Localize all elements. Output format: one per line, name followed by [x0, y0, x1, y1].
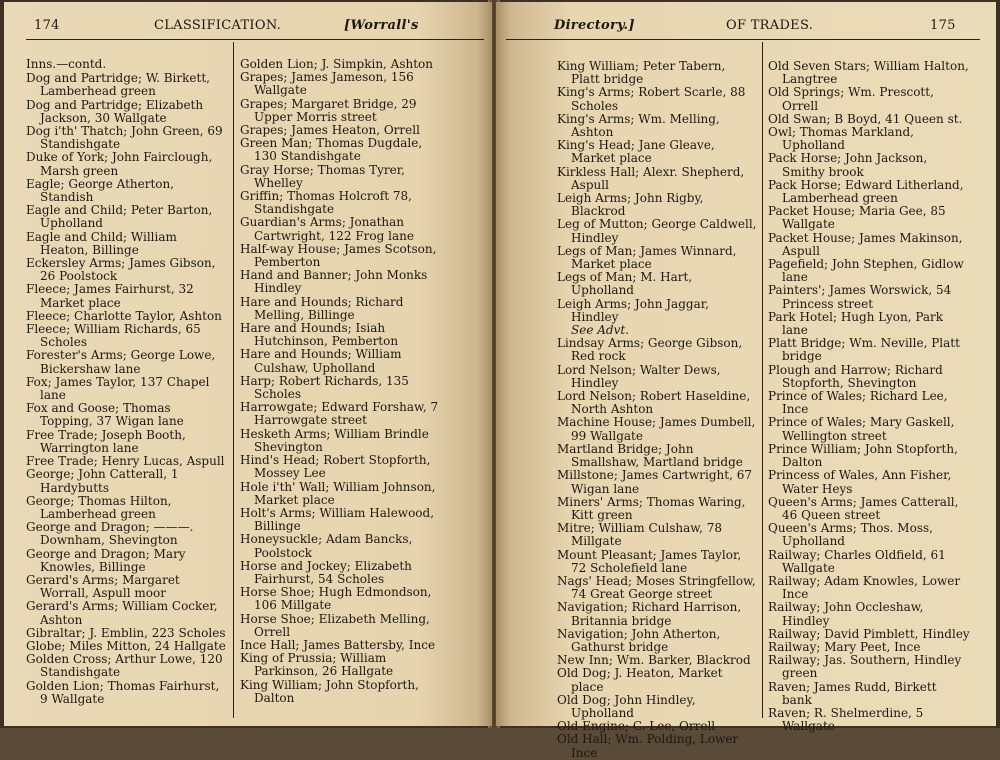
directory-entry: King's Arms; Robert Scarle, 88 Scholes [557, 85, 746, 113]
directory-entry: Grapes; Margaret Bridge, 29 Upper Morris street [240, 96, 417, 124]
directory-entry: Eagle and Child; Peter Barton, Upholland [26, 203, 213, 231]
directory-entry: Painters'; James Worswick, 54 Princess street [768, 283, 952, 311]
directory-entry: Prince William; John Stopforth, Dalton [768, 441, 958, 470]
directory-entry: Machine House; James Dumbell, 99 Wallgate [557, 415, 756, 443]
directory-entry: George and Dragon; Mary Knowles, Billinge [26, 546, 186, 574]
directory-entry: Old Swan; B Boyd, 41 Queen st. [768, 111, 963, 126]
directory-entry: Nags' Head; Moses Stringfellow, 74 Great George street [557, 573, 756, 602]
directory-entry: Forester's Arms; George Lowe, Bickershaw lane [26, 348, 216, 376]
directory-entry: Mitre; William Culshaw, 78 Millgate [557, 521, 722, 549]
directory-entry: Golden Lion; J. Simpkin, Ashton [240, 57, 434, 71]
directory-entry: Golden Cross; Arthur Lowe, 120 Standishgate [26, 652, 223, 680]
left-column-2-entries [240, 58, 448, 705]
right-page-number: 175 [930, 18, 956, 33]
right-running-title-publisher: Directory.] [554, 18, 635, 33]
directory-entry: Prince of Wales; Mary Gaskell, Wellington street [768, 415, 955, 443]
directory-entry: Packet House; Maria Gee, 85 Wallgate [768, 204, 946, 232]
directory-entry: Grapes; James Heaton, Orrell [240, 123, 420, 138]
left-column-divider [233, 42, 234, 718]
directory-entry: Honeysuckle; Adam Bancks, Poolstock [240, 532, 413, 560]
left-header-rule [26, 39, 484, 40]
directory-entry: Queen's Arms; Thos. Moss, Upholland [768, 521, 933, 549]
directory-entry: Dog and Partridge; W. Birkett, Lamberhead green [26, 71, 210, 99]
directory-entry: George and Dragon; ———. Downham, Shevington [26, 520, 194, 548]
directory-entry: Queen's Arms; James Catterall, 46 Queen street [768, 494, 959, 522]
directory-entry: Hole i'th' Wall; William Johnson, Market place [240, 479, 436, 507]
right-column-divider [762, 42, 763, 718]
directory-entry: Gray Horse; Thomas Tyrer, Whelley [240, 162, 405, 190]
directory-entry: King William; Peter Tabern, Platt bridge [557, 59, 726, 87]
directory-entry: Hare and Hounds; Isiah Hutchinson, Pemberton [240, 321, 399, 349]
directory-entry: Leigh Arms; John Rigby, Blackrod [557, 191, 704, 219]
directory-entry: Navigation; John Atherton, Gathurst bridge [557, 626, 721, 654]
directory-entry: Prince of Wales; Richard Lee, Ince [768, 389, 948, 417]
directory-entry: Plough and Harrow; Richard Stopforth, Shevington [768, 362, 943, 390]
directory-entry: George; Thomas Hilton, Lamberhead green [26, 493, 172, 521]
directory-entry: Millstone; James Cartwright, 67 Wigan lane [557, 468, 752, 496]
directory-entry: Eckersley Arms; James Gibson, 26 Poolstock [26, 256, 216, 284]
right-column-2-entries [768, 60, 970, 733]
directory-entry: Eagle and Child; William Heaton, Billinge [26, 229, 177, 257]
directory-entry: Griffin; Thomas Holcroft 78, Standishgate [240, 189, 412, 217]
directory-entry: Grapes; James Jameson, 156 Wallgate [240, 70, 414, 98]
directory-entry: Gerard's Arms; William Cocker, Ashton [26, 599, 218, 627]
right-header-rule [506, 39, 980, 40]
section-heading-inns-contd: Inns.—contd. [26, 57, 107, 71]
directory-entry: King's Head; Jane Gleave, Market place [557, 138, 715, 166]
directory-entry: Dog i'th' Thatch; John Green, 69 Standishgate [26, 124, 223, 152]
directory-entry: Fleece; William Richards, 65 Scholes [26, 322, 201, 350]
directory-entry: Free Trade; Henry Lucas, Aspull [26, 454, 225, 469]
directory-entry: Globe; Miles Mitton, 24 Hallgate [26, 638, 226, 653]
directory-entry: Princess of Wales, Ann Fisher, Water Heys [768, 468, 952, 496]
directory-entry: King William; John Stopforth, Dalton [240, 677, 419, 705]
directory-entry: Holt's Arms; William Halewood, Billinge [240, 505, 435, 534]
directory-entry: Hare and Hounds; William Culshaw, Upholland [240, 347, 402, 375]
directory-entry: Kirkless Hall; Alexr. Shepherd, Aspull [557, 164, 745, 192]
directory-entry: Navigation; Richard Harrison, Britannia bridge [557, 600, 742, 628]
directory-entry: Guardian's Arms; Jonathan Cartwright, 122 Frog lane [240, 215, 414, 243]
left-page-number: 174 [34, 18, 60, 33]
directory-entry: Railway; David Pimblett, Hindley [768, 626, 970, 641]
directory-entry: Half-way House; James Scotson, Pemberton [240, 241, 437, 270]
right-column-1 [557, 60, 757, 760]
directory-entry: Old Seven Stars; William Halton, Langtree [768, 59, 969, 87]
directory-entry: Ince Hall; James Battersby, Ince [240, 637, 436, 652]
left-page [4, 2, 492, 726]
directory-entry: Duke of York; John Fairclough, Marsh green [26, 150, 213, 178]
directory-entry: Hind's Head; Robert Stopforth, Mossey Lee [240, 453, 431, 481]
directory-entry: Mount Pleasant; James Taylor, 72 Scholefield lane [557, 547, 742, 575]
directory-entry: Harrowgate; Edward Forshaw, 7 Harrowgate street [240, 400, 439, 428]
directory-entry: Fox; James Taylor, 137 Chapel lane [26, 374, 210, 403]
directory-entry: Pack Horse; John Jackson, Smithy brook [768, 151, 928, 179]
directory-entry: See Advt. [571, 323, 630, 338]
right-running-title: OF TRADES. [726, 18, 814, 33]
directory-entry: Hesketh Arms; William Brindle Shevington [240, 426, 429, 454]
directory-entry: Gerard's Arms; Margaret Worrall, Aspull moor [26, 572, 180, 601]
left-column-1-entries [26, 72, 226, 706]
left-column-2 [240, 58, 448, 705]
directory-entry: Free Trade; Joseph Booth, Warrington lane [26, 427, 186, 455]
directory-entry: Park Hotel; Hugh Lyon, Park lane [768, 309, 944, 338]
directory-entry: Fleece; James Fairhurst, 32 Market place [26, 282, 194, 310]
directory-entry: Gibraltar; J. Emblin, 223 Scholes [26, 625, 226, 640]
left-running-title-publisher: [Worrall's [344, 18, 419, 33]
directory-entry: Horse Shoe; Elizabeth Melling, Orrell [240, 611, 430, 639]
directory-entry: Pack Horse; Edward Litherland, Lamberhead green [768, 177, 964, 206]
right-page [496, 2, 996, 760]
directory-entry: Hand and Banner; John Monks Hindley [240, 268, 428, 296]
directory-entry: Owl; Thomas Markland, Upholland [768, 125, 914, 153]
directory-entry: Green Man; Thomas Dugdale, 130 Standishgate [240, 136, 423, 164]
directory-entry: Platt Bridge; Wm. Neville, Platt bridge [768, 336, 960, 364]
directory-entry: George; John Catterall, 1 Hardybutts [26, 467, 179, 495]
directory-entry: Old Springs; Wm. Prescott, Orrell [768, 85, 934, 113]
directory-entry: Railway; John Occleshaw, Hindley [768, 600, 924, 628]
left-column-1 [26, 58, 226, 706]
right-column-2 [768, 60, 970, 733]
directory-entry: Old Engine; C. Lee, Orrell [557, 719, 716, 734]
directory-entry: Fleece; Charlotte Taylor, Ashton [26, 308, 222, 323]
directory-entry: Old Dog; John Hindley, Upholland [557, 692, 696, 720]
left-running-title: CLASSIFICATION. [154, 18, 282, 33]
directory-entry: Pagefield; John Stephen, Gidlow lane [768, 257, 964, 285]
directory-entry: Martland Bridge; John Smallshaw, Martland bridge [557, 441, 743, 470]
directory-entry: Raven; James Rudd, Birkett bank [768, 679, 937, 707]
directory-entry: Legs of Man; M. Hart, Upholland [557, 270, 693, 298]
directory-entry: King's Arms; Wm. Melling, Ashton [557, 111, 720, 140]
directory-entry: Miners' Arms; Thomas Waring, Kitt green [557, 494, 746, 522]
directory-entry: Horse and Jockey; Elizabeth Fairhurst, 54 Scholes [240, 558, 412, 586]
directory-entry: Lord Nelson; Walter Dews, Hindley [557, 362, 721, 390]
directory-entry: Old Dog; J. Heaton, Market place [557, 666, 723, 694]
directory-entry: Lord Nelson; Robert Haseldine, North Ashton [557, 389, 751, 417]
directory-entry: Railway; Charles Oldfield, 61 Wallgate [768, 547, 946, 575]
directory-entry: Railway; Adam Knowles, Lower Ince [768, 573, 961, 602]
directory-entry: Eagle; George Atherton, Standish [26, 176, 175, 205]
directory-entry: Golden Lion; Thomas Fairhurst, 9 Wallgate [26, 678, 220, 706]
directory-entry: Leg of Mutton; George Caldwell, Hindley [557, 217, 757, 245]
directory-entry: New Inn; Wm. Barker, Blackrod [557, 653, 751, 668]
directory-entry: Dog and Partridge; Elizabeth Jackson, 30 Wallgate [26, 97, 204, 125]
directory-entry: Horse Shoe; Hugh Edmondson, 106 Millgate [240, 585, 432, 613]
directory-entry: Fox and Goose; Thomas Topping, 37 Wigan lane [26, 401, 184, 429]
directory-entry: Legs of Man; James Winnard, Market place [557, 243, 737, 272]
directory-entry: Old Hall; Wm. Polding, Lower Ince [557, 732, 739, 760]
directory-entry: Packet House; James Makinson, Aspull [768, 230, 963, 258]
directory-entry: Lindsay Arms; George Gibson, Red rock [557, 336, 743, 364]
directory-entry: Harp; Robert Richards, 135 Scholes [240, 373, 409, 402]
directory-entry: Hare and Hounds; Richard Melling, Billinge [240, 294, 404, 322]
directory-entry: King of Prussia; William Parkinson, 26 Hallgate [240, 651, 394, 679]
directory-entry: Railway; Mary Peet, Ince [768, 639, 921, 654]
directory-entry: Raven; R. Shelmerdine, 5 Wallgate [768, 705, 924, 734]
right-column-1-entries [557, 60, 757, 760]
directory-entry: Railway; Jas. Southern, Hindley green [768, 653, 962, 681]
directory-entry: Leigh Arms; John Jaggar, Hindley [557, 296, 709, 324]
